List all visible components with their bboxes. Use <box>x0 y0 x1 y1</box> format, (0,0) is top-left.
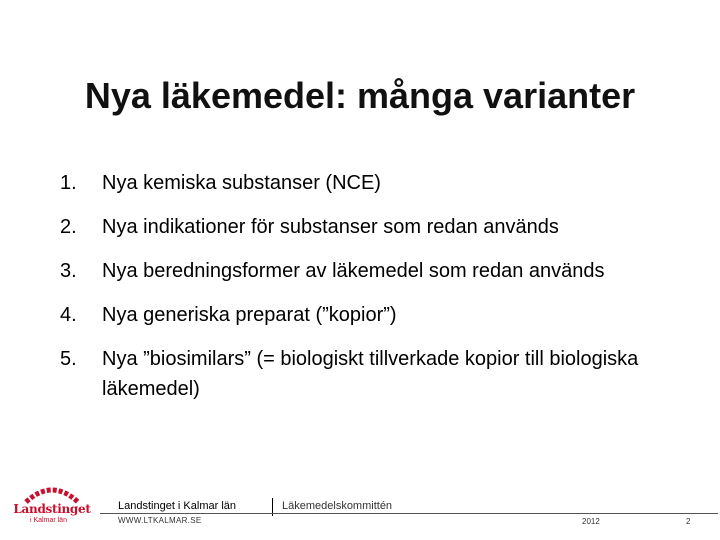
crown-icon <box>12 484 92 504</box>
footer-website: WWW.LTKALMAR.SE <box>118 516 202 525</box>
list-item <box>60 168 680 198</box>
list-item-number: 2. <box>60 216 77 238</box>
footer-organization: Landstinget i Kalmar län <box>118 500 237 512</box>
list-item-text: Nya kemiska substanser (NCE) <box>102 172 381 194</box>
list-item <box>60 256 680 286</box>
list-item-text: Nya generiska preparat (”kopior”) <box>102 304 397 326</box>
footer-year: 2012 <box>582 517 600 526</box>
list-item-number: 1. <box>60 172 77 194</box>
list-item-text: Nya ”biosimilars” (= biologiskt tillverkade kopior till biologiska läkemedel) <box>102 348 639 400</box>
landstinget-logo <box>12 484 92 528</box>
logo-wordmark: Landstinget <box>13 502 91 516</box>
numbered-list <box>60 168 680 418</box>
list-item-number: 3. <box>60 260 77 282</box>
footer-rule <box>100 513 718 514</box>
list-item <box>60 300 680 330</box>
page-number: 2 <box>686 517 691 526</box>
slide-footer <box>0 478 720 540</box>
list-item-number: 5. <box>60 348 77 370</box>
list-item <box>60 344 680 404</box>
logo-subtext: i Kalmar län <box>30 517 67 524</box>
list-item-text: Nya indikationer för substanser som redan används <box>102 216 559 238</box>
list-item-number: 4. <box>60 304 77 326</box>
slide-title: Nya läkemedel: många varianter <box>84 75 636 116</box>
footer-committee: Läkemedelskommittén <box>282 500 393 512</box>
list-item <box>60 212 680 242</box>
list-item-text: Nya beredningsformer av läkemedel som redan används <box>102 260 605 282</box>
